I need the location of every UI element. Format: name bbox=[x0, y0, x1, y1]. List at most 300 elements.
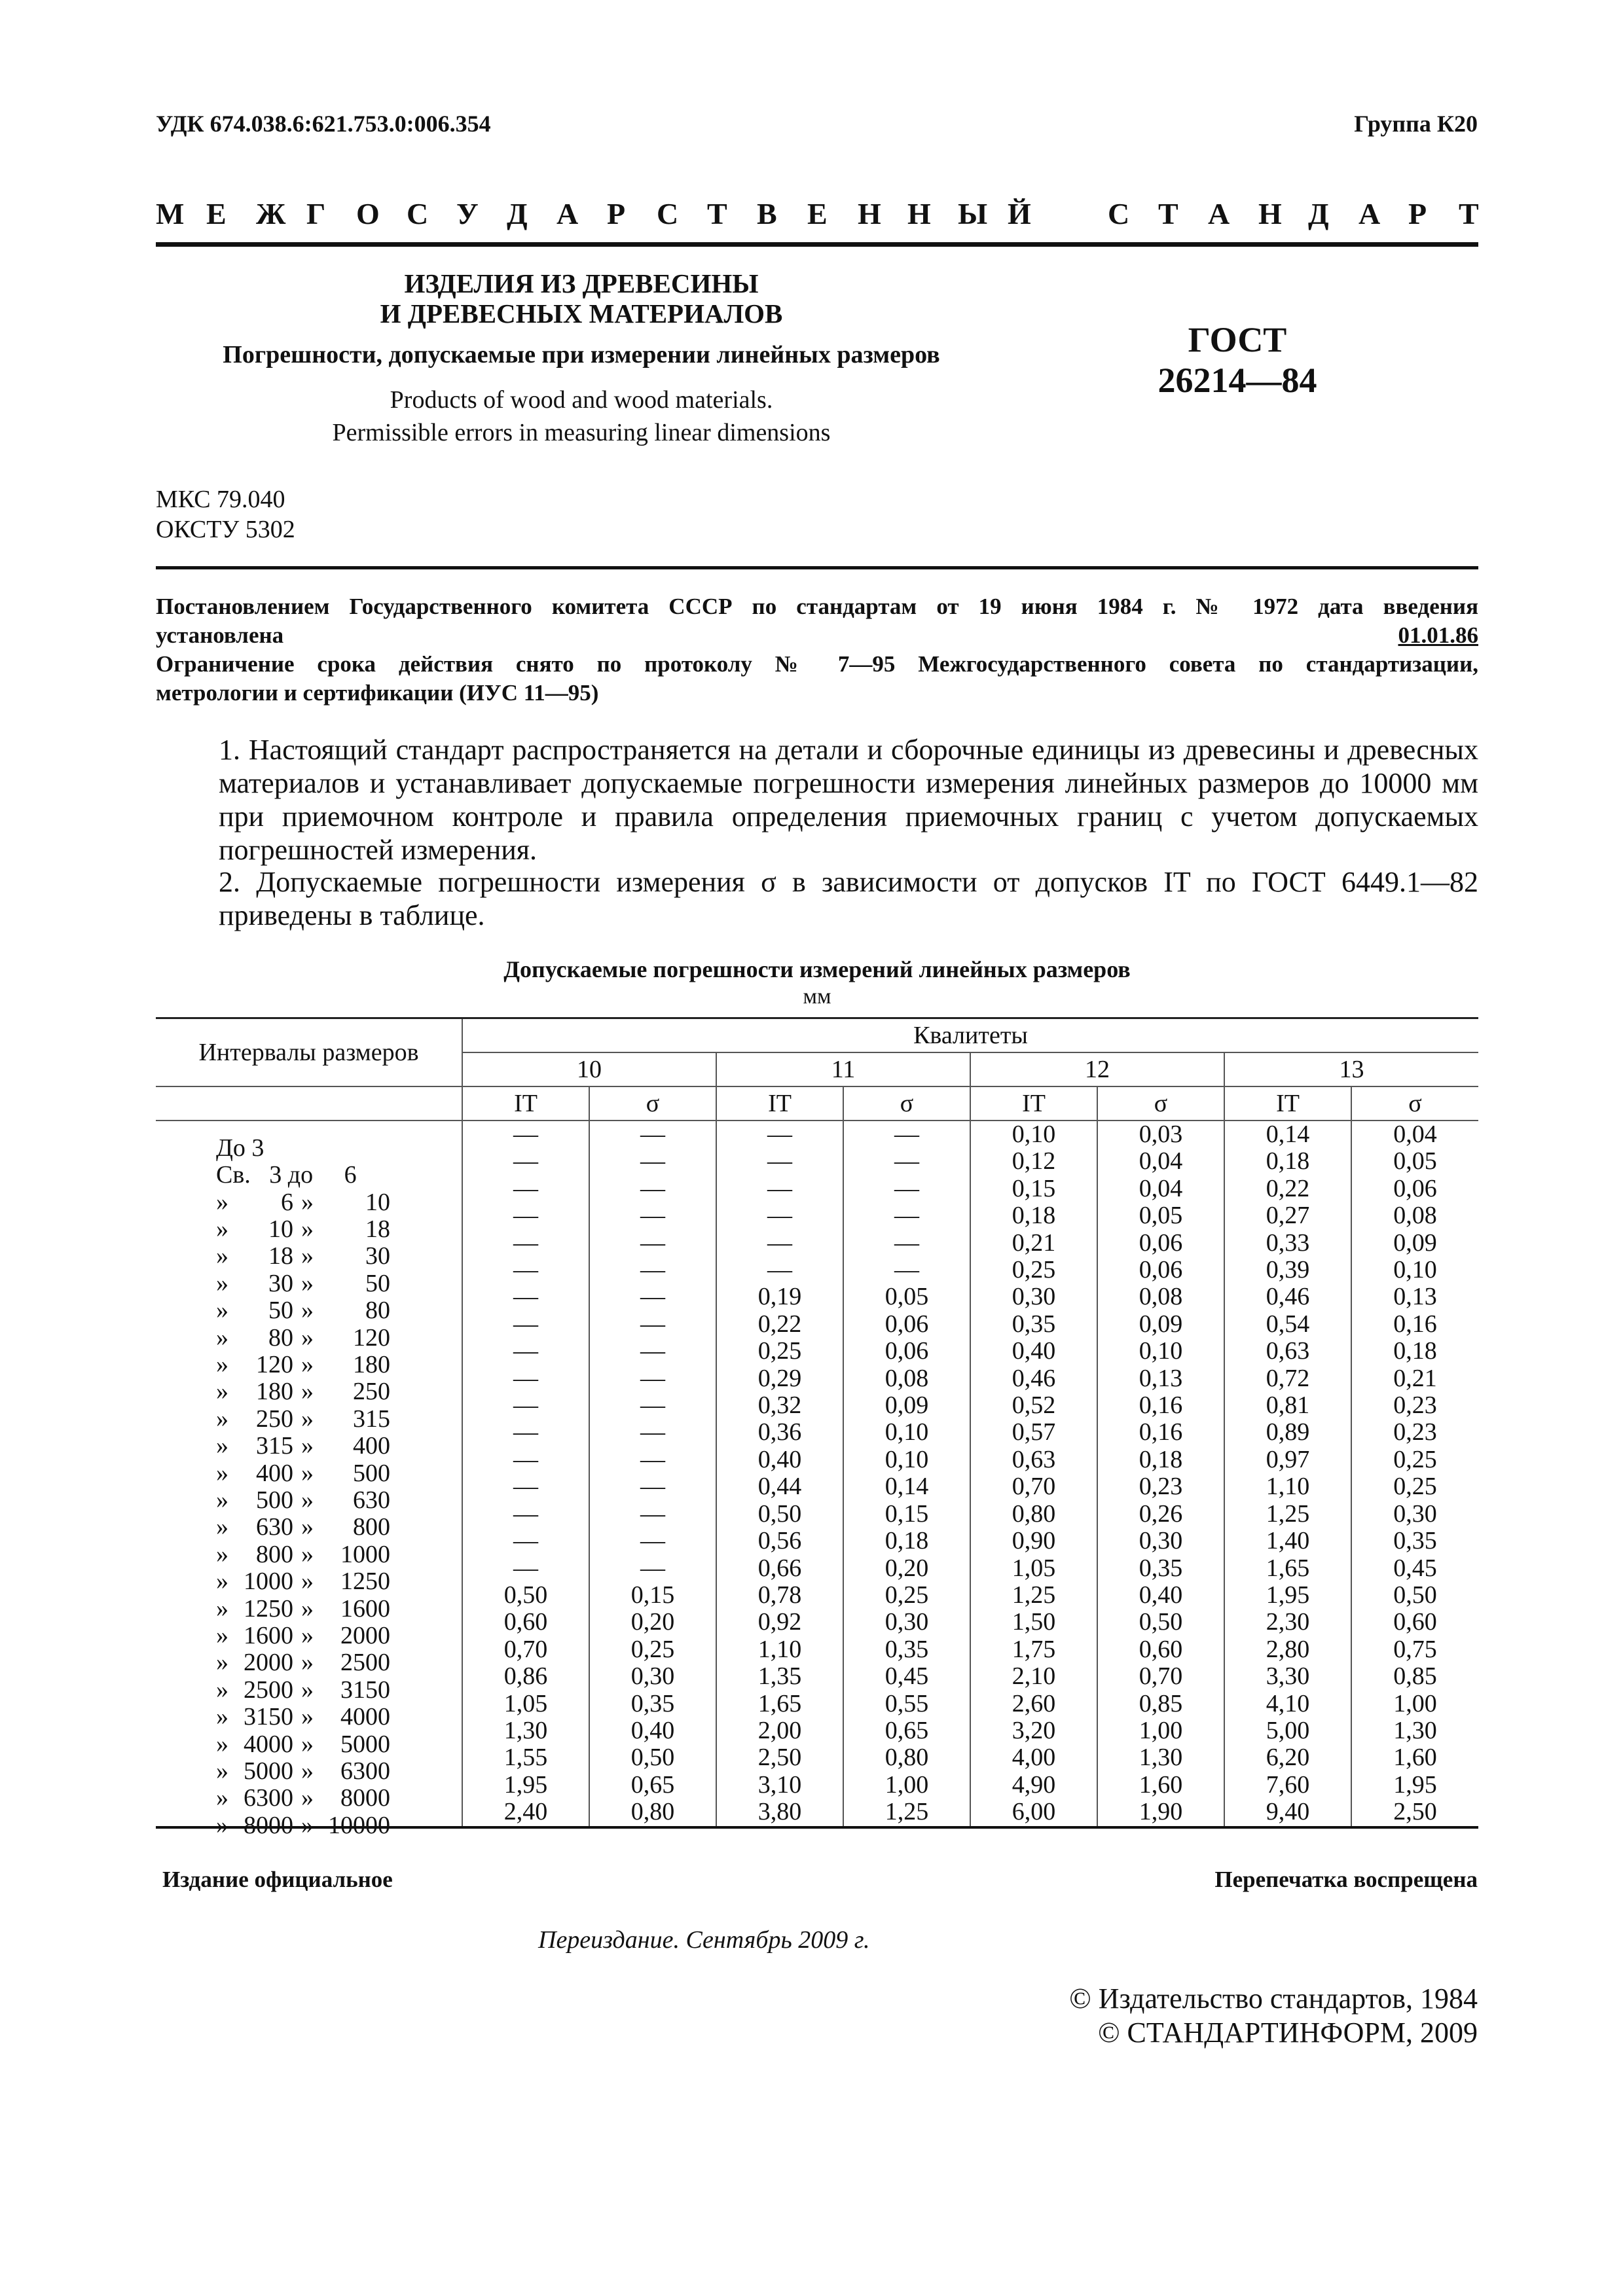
ditto-mark: » bbox=[301, 1703, 314, 1731]
sigma-value: — bbox=[589, 1202, 716, 1229]
grade-11: 11 bbox=[716, 1052, 970, 1086]
it-value: 0,86 bbox=[462, 1663, 589, 1690]
ditto-mark: » bbox=[216, 1676, 228, 1704]
paragraph-1-text: 1. Настоящий стандарт распространяется на детали и сборочные единицы из древесины и древесных материалов и устанавливает допускаемые погрешности измерения линейных размеров до 10000 мм при приемочном контроле и правила определения приемочных границ с учетом допускаемых погрешностей измерения. bbox=[219, 734, 1478, 866]
interval-to: 800 bbox=[353, 1513, 390, 1541]
it-value: — bbox=[462, 1230, 589, 1257]
sigma-value: — bbox=[843, 1148, 970, 1175]
title-subtitle: Погрешности, допускаемые при измерении линейных размеров bbox=[223, 341, 940, 368]
it-value: 0,46 bbox=[1224, 1283, 1351, 1310]
interval-from: 3150 bbox=[244, 1703, 293, 1731]
subheader-sigma: σ bbox=[1097, 1086, 1224, 1121]
heading-letter: А bbox=[556, 197, 579, 230]
table-row bbox=[156, 1473, 1478, 1500]
ditto-mark: » bbox=[301, 1676, 314, 1704]
it-value: 0,54 bbox=[1224, 1311, 1351, 1338]
sigma-value: 1,30 bbox=[1351, 1717, 1478, 1744]
it-value: — bbox=[462, 1365, 589, 1392]
sigma-value: 0,30 bbox=[1097, 1528, 1224, 1554]
sigma-value: — bbox=[589, 1365, 716, 1392]
sigma-value: 1,60 bbox=[1097, 1772, 1224, 1799]
it-value: 0,14 bbox=[1224, 1121, 1351, 1148]
it-value: 0,97 bbox=[1224, 1446, 1351, 1473]
sigma-value: 0,25 bbox=[589, 1636, 716, 1663]
english-title-1: Products of wood and wood materials. bbox=[390, 386, 773, 414]
heading-letter: С bbox=[657, 197, 679, 230]
paragraph-2-text: 2. Допускаемые погрешности измерения σ в зависимости от допусков IT по ГОСТ 6449.1—82 приведены в таблице. bbox=[219, 866, 1478, 931]
sigma-value: 0,15 bbox=[843, 1501, 970, 1528]
sigma-value: 0,50 bbox=[1351, 1582, 1478, 1609]
interval-from: 800 bbox=[256, 1540, 293, 1568]
sigma-value: 0,08 bbox=[843, 1365, 970, 1392]
table-caption: Допускаемые погрешности измерений линейных размеров bbox=[503, 956, 1131, 982]
interval-from: 180 bbox=[256, 1378, 293, 1406]
sigma-value: 1,00 bbox=[843, 1772, 970, 1799]
it-value: — bbox=[462, 1257, 589, 1283]
size-interval bbox=[156, 1230, 462, 1270]
ditto-mark: » bbox=[301, 1350, 314, 1378]
sigma-value: — bbox=[589, 1555, 716, 1582]
sigma-value: 0,30 bbox=[843, 1609, 970, 1636]
it-value: — bbox=[462, 1528, 589, 1554]
interval-to: 8000 bbox=[340, 1784, 390, 1812]
classification-codes bbox=[156, 484, 295, 545]
sigma-value: 1,25 bbox=[843, 1799, 970, 1827]
it-value: 0,40 bbox=[970, 1338, 1097, 1365]
it-value: — bbox=[462, 1148, 589, 1175]
ditto-mark: » bbox=[301, 1269, 314, 1297]
size-interval bbox=[156, 1528, 462, 1568]
sigma-value: 0,06 bbox=[1097, 1230, 1224, 1257]
table-row bbox=[156, 1392, 1478, 1419]
sigma-value: 0,08 bbox=[1351, 1202, 1478, 1229]
table-row bbox=[156, 1636, 1478, 1663]
sigma-value: 0,16 bbox=[1351, 1311, 1478, 1338]
sigma-value: 0,35 bbox=[1097, 1555, 1224, 1582]
sigma-value: 0,09 bbox=[843, 1392, 970, 1419]
it-value: 1,30 bbox=[462, 1717, 589, 1744]
interval-from: 80 bbox=[268, 1323, 293, 1352]
it-value: 1,55 bbox=[462, 1744, 589, 1771]
it-value: 0,10 bbox=[970, 1121, 1097, 1148]
it-value: 0,30 bbox=[970, 1283, 1097, 1310]
size-interval bbox=[156, 1636, 462, 1677]
ditto-mark: » bbox=[301, 1378, 314, 1406]
sigma-value: 0,80 bbox=[843, 1744, 970, 1771]
sigma-value: 0,35 bbox=[843, 1636, 970, 1663]
interval-from: 30 bbox=[268, 1269, 293, 1297]
ditto-mark: » bbox=[301, 1757, 314, 1785]
interval-from: 400 bbox=[256, 1459, 293, 1487]
interval-to: 3150 bbox=[340, 1676, 390, 1704]
table-body bbox=[156, 1121, 1478, 1839]
size-interval bbox=[156, 1446, 462, 1487]
table-row bbox=[156, 1148, 1478, 1175]
interval-label: Св. 3 до 6 bbox=[216, 1161, 357, 1189]
sigma-value: 0,05 bbox=[1097, 1202, 1224, 1229]
heading-letter: Д bbox=[1308, 197, 1329, 230]
ditto-mark: » bbox=[216, 1297, 228, 1325]
size-interval bbox=[156, 1501, 462, 1541]
grades-header: Квалитеты bbox=[462, 1018, 1478, 1053]
it-value: 0,81 bbox=[1224, 1392, 1351, 1419]
it-value: 0,44 bbox=[716, 1473, 843, 1500]
decree-line-1: Постановлением Государственного комитета СССР по стандартам от 19 июня 1984 г. № 1972 дата введения bbox=[156, 594, 1478, 619]
sigma-value: 0,30 bbox=[589, 1663, 716, 1690]
it-value: 0,39 bbox=[1224, 1257, 1351, 1283]
it-value: 0,92 bbox=[716, 1609, 843, 1636]
table-row bbox=[156, 1609, 1478, 1636]
sigma-value: 0,45 bbox=[1351, 1555, 1478, 1582]
table-row bbox=[156, 1230, 1478, 1257]
decree-rule bbox=[156, 566, 1478, 569]
errors-table bbox=[156, 1017, 1478, 1839]
size-interval bbox=[156, 1799, 462, 1839]
it-value: — bbox=[716, 1230, 843, 1257]
it-value: 0,60 bbox=[462, 1609, 589, 1636]
it-value: 1,05 bbox=[462, 1691, 589, 1717]
ditto-mark: » bbox=[216, 1405, 228, 1433]
ditto-mark: » bbox=[216, 1540, 228, 1568]
ditto-mark: » bbox=[216, 1811, 228, 1839]
interval-to: 10000 bbox=[328, 1811, 390, 1839]
it-value: — bbox=[462, 1311, 589, 1338]
heading-letter: Н bbox=[1258, 197, 1282, 230]
sigma-value: 0,10 bbox=[1351, 1257, 1478, 1283]
ditto-mark: » bbox=[301, 1432, 314, 1460]
sigma-value: 0,26 bbox=[1097, 1501, 1224, 1528]
table-caption-block bbox=[156, 956, 1478, 1009]
sigma-value: 0,15 bbox=[589, 1582, 716, 1609]
table-row bbox=[156, 1257, 1478, 1283]
it-value: 0,18 bbox=[970, 1202, 1097, 1229]
sigma-value: 0,06 bbox=[843, 1311, 970, 1338]
sigma-value: — bbox=[589, 1121, 716, 1148]
heading-letter: О bbox=[356, 197, 380, 230]
group-code: Группа К20 bbox=[1354, 111, 1478, 137]
interval-from: 2000 bbox=[244, 1649, 293, 1677]
table-row bbox=[156, 1799, 1478, 1827]
ditto-mark: » bbox=[301, 1784, 314, 1812]
ditto-mark: » bbox=[216, 1215, 228, 1243]
ditto-mark: » bbox=[216, 1730, 228, 1758]
subheader-sigma: σ bbox=[589, 1086, 716, 1121]
it-value: — bbox=[462, 1283, 589, 1310]
sigma-value: 0,05 bbox=[843, 1283, 970, 1310]
interval-from: 18 bbox=[268, 1242, 293, 1270]
official-edition: Издание официальное bbox=[162, 1867, 393, 1892]
it-value: 3,20 bbox=[970, 1717, 1097, 1744]
sigma-value: 0,80 bbox=[589, 1799, 716, 1827]
it-value: 0,80 bbox=[970, 1501, 1097, 1528]
heading-letter: Т bbox=[1459, 197, 1479, 230]
it-value: 0,27 bbox=[1224, 1202, 1351, 1229]
ditto-mark: » bbox=[301, 1215, 314, 1243]
it-value: — bbox=[462, 1446, 589, 1473]
sigma-value: 0,40 bbox=[1097, 1582, 1224, 1609]
it-value: 0,29 bbox=[716, 1365, 843, 1392]
heading-letter: Д bbox=[507, 197, 528, 230]
it-value: 1,50 bbox=[970, 1609, 1097, 1636]
ditto-mark: » bbox=[216, 1757, 228, 1785]
ditto-mark: » bbox=[301, 1323, 314, 1352]
sigma-value: 1,90 bbox=[1097, 1799, 1224, 1827]
interval-to: 1600 bbox=[340, 1594, 390, 1623]
interval-label: До 3 bbox=[216, 1134, 264, 1162]
sigma-value: 0,50 bbox=[1097, 1609, 1224, 1636]
it-value: 0,40 bbox=[716, 1446, 843, 1473]
table-row bbox=[156, 1691, 1478, 1717]
grade-10: 10 bbox=[462, 1052, 716, 1086]
table-row bbox=[156, 1744, 1478, 1771]
sigma-value: 0,20 bbox=[589, 1609, 716, 1636]
ditto-mark: » bbox=[301, 1540, 314, 1568]
heading-letter: В bbox=[757, 197, 777, 230]
sigma-value: — bbox=[843, 1257, 970, 1283]
size-interval bbox=[156, 1365, 462, 1406]
copyright-block bbox=[1069, 1982, 1478, 2050]
sigma-value: — bbox=[589, 1283, 716, 1310]
subheader-it: IT bbox=[462, 1086, 589, 1121]
sigma-value: 2,50 bbox=[1351, 1799, 1478, 1827]
ditto-mark: » bbox=[301, 1297, 314, 1325]
table-row bbox=[156, 1202, 1478, 1229]
heading-letter: Н bbox=[858, 197, 881, 230]
table-row bbox=[156, 1365, 1478, 1392]
sigma-value: 1,00 bbox=[1097, 1717, 1224, 1744]
interval-from: 315 bbox=[256, 1432, 293, 1460]
heading-letter: С bbox=[407, 197, 429, 230]
sigma-value: — bbox=[589, 1338, 716, 1365]
size-interval bbox=[156, 1744, 462, 1785]
decree-block bbox=[156, 592, 1478, 708]
interval-to: 630 bbox=[353, 1486, 390, 1514]
row-header: Интервалы размеров bbox=[156, 1018, 462, 1087]
heading-letter: Е bbox=[807, 197, 828, 230]
it-value: 1,35 bbox=[716, 1663, 843, 1690]
it-value: — bbox=[462, 1175, 589, 1202]
sigma-value: 0,10 bbox=[843, 1446, 970, 1473]
ditto-mark: » bbox=[216, 1242, 228, 1270]
sigma-value: 0,40 bbox=[589, 1717, 716, 1744]
sigma-value: 0,23 bbox=[1351, 1392, 1478, 1419]
size-interval bbox=[156, 1338, 462, 1378]
it-value: — bbox=[716, 1257, 843, 1283]
sigma-value: — bbox=[589, 1148, 716, 1175]
it-value: — bbox=[462, 1338, 589, 1365]
it-value: 1,95 bbox=[1224, 1582, 1351, 1609]
sigma-value: 0,75 bbox=[1351, 1636, 1478, 1663]
sigma-value: 0,65 bbox=[589, 1772, 716, 1799]
it-value: 4,10 bbox=[1224, 1691, 1351, 1717]
it-value: — bbox=[462, 1419, 589, 1446]
it-value: 0,19 bbox=[716, 1283, 843, 1310]
it-value: 0,56 bbox=[716, 1528, 843, 1554]
okstu-code: ОКСТУ 5302 bbox=[156, 516, 295, 543]
effective-date: 01.01.86 bbox=[1398, 622, 1478, 648]
sigma-value: 0,50 bbox=[589, 1744, 716, 1771]
interval-from: 4000 bbox=[244, 1730, 293, 1758]
ditto-mark: » bbox=[216, 1378, 228, 1406]
interval-to: 2000 bbox=[340, 1622, 390, 1650]
sigma-value: 0,25 bbox=[1351, 1446, 1478, 1473]
it-value: 2,80 bbox=[1224, 1636, 1351, 1663]
interval-from: 250 bbox=[256, 1405, 293, 1433]
table-row bbox=[156, 1283, 1478, 1310]
it-value: 2,40 bbox=[462, 1799, 589, 1827]
sigma-value: 0,23 bbox=[1097, 1473, 1224, 1500]
sigma-value: 0,30 bbox=[1351, 1501, 1478, 1528]
it-value: 0,33 bbox=[1224, 1230, 1351, 1257]
ditto-mark: » bbox=[216, 1486, 228, 1514]
interval-to: 6300 bbox=[340, 1757, 390, 1785]
sigma-value: 0,85 bbox=[1097, 1691, 1224, 1717]
table-units: мм bbox=[803, 984, 831, 1009]
ditto-mark: » bbox=[216, 1703, 228, 1731]
sigma-value: 0,04 bbox=[1351, 1121, 1478, 1148]
sigma-value: 0,18 bbox=[1351, 1338, 1478, 1365]
it-value: 0,25 bbox=[970, 1257, 1097, 1283]
sigma-value: 0,16 bbox=[1097, 1419, 1224, 1446]
interval-to: 180 bbox=[353, 1350, 390, 1378]
it-value: 1,25 bbox=[970, 1582, 1097, 1609]
it-value: 0,78 bbox=[716, 1582, 843, 1609]
title-block bbox=[156, 268, 1007, 449]
interval-to: 250 bbox=[353, 1378, 390, 1406]
it-value: 0,32 bbox=[716, 1392, 843, 1419]
size-interval bbox=[156, 1202, 462, 1243]
copyright-2009: © СТАНДАРТИНФОРМ, 2009 bbox=[1098, 2017, 1478, 2049]
sigma-value: — bbox=[589, 1446, 716, 1473]
it-value: — bbox=[716, 1148, 843, 1175]
ditto-mark: » bbox=[216, 1568, 228, 1596]
sigma-value: 0,35 bbox=[589, 1691, 716, 1717]
it-value: 4,90 bbox=[970, 1772, 1097, 1799]
heading-letter: Н bbox=[907, 197, 931, 230]
interval-to: 315 bbox=[353, 1405, 390, 1433]
it-value: 7,60 bbox=[1224, 1772, 1351, 1799]
it-value: 1,10 bbox=[1224, 1473, 1351, 1500]
it-value: 3,30 bbox=[1224, 1663, 1351, 1690]
it-value: 0,72 bbox=[1224, 1365, 1351, 1392]
it-value: 0,57 bbox=[970, 1419, 1097, 1446]
interval-from: 120 bbox=[256, 1350, 293, 1378]
sigma-value: 0,06 bbox=[843, 1338, 970, 1365]
it-value: — bbox=[716, 1202, 843, 1229]
it-value: 3,10 bbox=[716, 1772, 843, 1799]
interval-to: 400 bbox=[353, 1432, 390, 1460]
table-row bbox=[156, 1419, 1478, 1446]
subheader-it: IT bbox=[970, 1086, 1097, 1121]
size-interval bbox=[156, 1175, 462, 1216]
sigma-value: 0,10 bbox=[1097, 1338, 1224, 1365]
it-value: 5,00 bbox=[1224, 1717, 1351, 1744]
paragraph-1 bbox=[156, 733, 1478, 867]
sigma-value: 0,18 bbox=[1097, 1446, 1224, 1473]
ditto-mark: » bbox=[301, 1568, 314, 1596]
english-title-2: Permissible errors in measuring linear dimensions bbox=[332, 419, 831, 446]
ditto-mark: » bbox=[301, 1486, 314, 1514]
it-value: 3,80 bbox=[716, 1799, 843, 1827]
top-rule bbox=[156, 242, 1478, 247]
ditto-mark: » bbox=[216, 1350, 228, 1378]
size-interval bbox=[156, 1311, 462, 1352]
it-value: 0,25 bbox=[716, 1338, 843, 1365]
it-value: 4,00 bbox=[970, 1744, 1097, 1771]
table-row bbox=[156, 1446, 1478, 1473]
size-interval bbox=[156, 1555, 462, 1596]
it-value: 0,52 bbox=[970, 1392, 1097, 1419]
table-row bbox=[156, 1175, 1478, 1202]
interstate-standard-heading bbox=[156, 196, 1478, 233]
interval-from: 630 bbox=[256, 1513, 293, 1541]
it-value: 0,63 bbox=[1224, 1338, 1351, 1365]
heading-letter: А bbox=[1359, 197, 1381, 230]
sigma-value: 0,14 bbox=[843, 1473, 970, 1500]
it-value: 0,46 bbox=[970, 1365, 1097, 1392]
heading-letter: Р bbox=[607, 197, 626, 230]
interval-to: 30 bbox=[365, 1242, 390, 1270]
sigma-value: 0,23 bbox=[1351, 1419, 1478, 1446]
paragraph-2 bbox=[156, 865, 1478, 932]
interval-to: 120 bbox=[353, 1323, 390, 1352]
subheader-sigma: σ bbox=[1351, 1086, 1478, 1121]
sigma-value: — bbox=[843, 1175, 970, 1202]
heading-letter: С bbox=[1108, 197, 1130, 230]
size-interval bbox=[156, 1283, 462, 1325]
table-row bbox=[156, 1121, 1478, 1148]
copyright-1984: © Издательство стандартов, 1984 bbox=[1069, 1982, 1478, 2015]
it-value: 0,50 bbox=[716, 1501, 843, 1528]
it-value: 0,22 bbox=[1224, 1175, 1351, 1202]
decree-line-2 bbox=[156, 621, 1478, 650]
it-value: 1,75 bbox=[970, 1636, 1097, 1663]
ditto-mark: » bbox=[216, 1188, 228, 1216]
ditto-mark: » bbox=[301, 1622, 314, 1650]
sigma-value: 0,70 bbox=[1097, 1663, 1224, 1690]
it-value: 1,65 bbox=[716, 1691, 843, 1717]
heading-letter: М bbox=[156, 197, 185, 230]
sigma-value: 0,55 bbox=[843, 1691, 970, 1717]
interval-to: 1000 bbox=[340, 1540, 390, 1568]
it-value: 2,50 bbox=[716, 1744, 843, 1771]
sigma-value: — bbox=[589, 1175, 716, 1202]
it-value: 1,25 bbox=[1224, 1501, 1351, 1528]
interval-from: 2500 bbox=[244, 1676, 293, 1704]
sigma-value: — bbox=[589, 1473, 716, 1500]
it-value: 2,60 bbox=[970, 1691, 1097, 1717]
interval-from: 500 bbox=[256, 1486, 293, 1514]
interval-from: 10 bbox=[268, 1215, 293, 1243]
table-row bbox=[156, 1582, 1478, 1609]
interval-to: 80 bbox=[365, 1297, 390, 1325]
heading-letter: Й bbox=[1008, 197, 1031, 230]
it-value: — bbox=[462, 1202, 589, 1229]
ditto-mark: » bbox=[301, 1188, 314, 1216]
it-value: 6,20 bbox=[1224, 1744, 1351, 1771]
it-value: 1,65 bbox=[1224, 1555, 1351, 1582]
it-value: 1,10 bbox=[716, 1636, 843, 1663]
ditto-mark: » bbox=[216, 1432, 228, 1460]
it-value: 0,15 bbox=[970, 1175, 1097, 1202]
title-line-1: ИЗДЕЛИЯ ИЗ ДРЕВЕСИНЫ bbox=[404, 268, 759, 298]
size-interval bbox=[156, 1121, 462, 1162]
ditto-mark: » bbox=[216, 1513, 228, 1541]
sigma-value: 1,95 bbox=[1351, 1772, 1478, 1799]
it-value: 0,12 bbox=[970, 1148, 1097, 1175]
size-interval bbox=[156, 1609, 462, 1650]
grade-12: 12 bbox=[970, 1052, 1224, 1086]
